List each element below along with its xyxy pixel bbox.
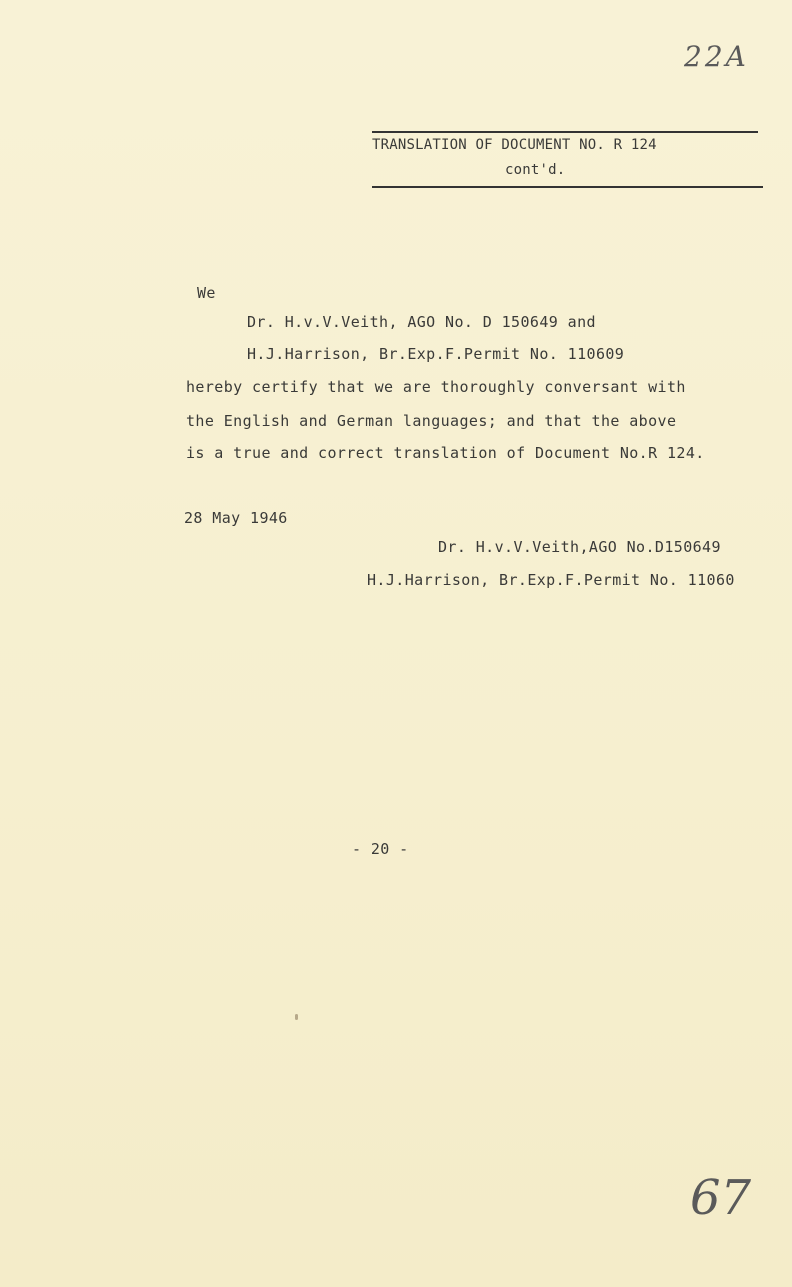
certification-line: the English and German languages; and that the above bbox=[186, 412, 677, 430]
signature-line: Dr. H.v.V.Veith,AGO No.D150649 bbox=[438, 538, 721, 556]
certification-line: is a true and correct translation of Document No.R 124. bbox=[186, 444, 705, 462]
certification-date: 28 May 1946 bbox=[184, 509, 288, 527]
page-number: - 20 - bbox=[352, 840, 409, 858]
certification-salutation: We bbox=[197, 284, 216, 302]
header-rule-top bbox=[372, 131, 758, 133]
paper-speck bbox=[295, 1014, 298, 1020]
document-header-continued: cont'd. bbox=[505, 162, 566, 178]
document-header-title: TRANSLATION OF DOCUMENT NO. R 124 bbox=[372, 137, 657, 153]
certification-line: hereby certify that we are thoroughly conversant with bbox=[186, 378, 686, 396]
handwritten-page-mark: 22A bbox=[684, 40, 749, 73]
certification-line: Dr. H.v.V.Veith, AGO No. D 150649 and bbox=[247, 313, 596, 331]
certification-line: H.J.Harrison, Br.Exp.F.Permit No. 110609 bbox=[247, 345, 625, 363]
handwritten-folio-number: 67 bbox=[690, 1170, 752, 1226]
header-rule-bottom bbox=[372, 186, 763, 188]
signature-line: H.J.Harrison, Br.Exp.F.Permit No. 11060 bbox=[367, 571, 735, 589]
